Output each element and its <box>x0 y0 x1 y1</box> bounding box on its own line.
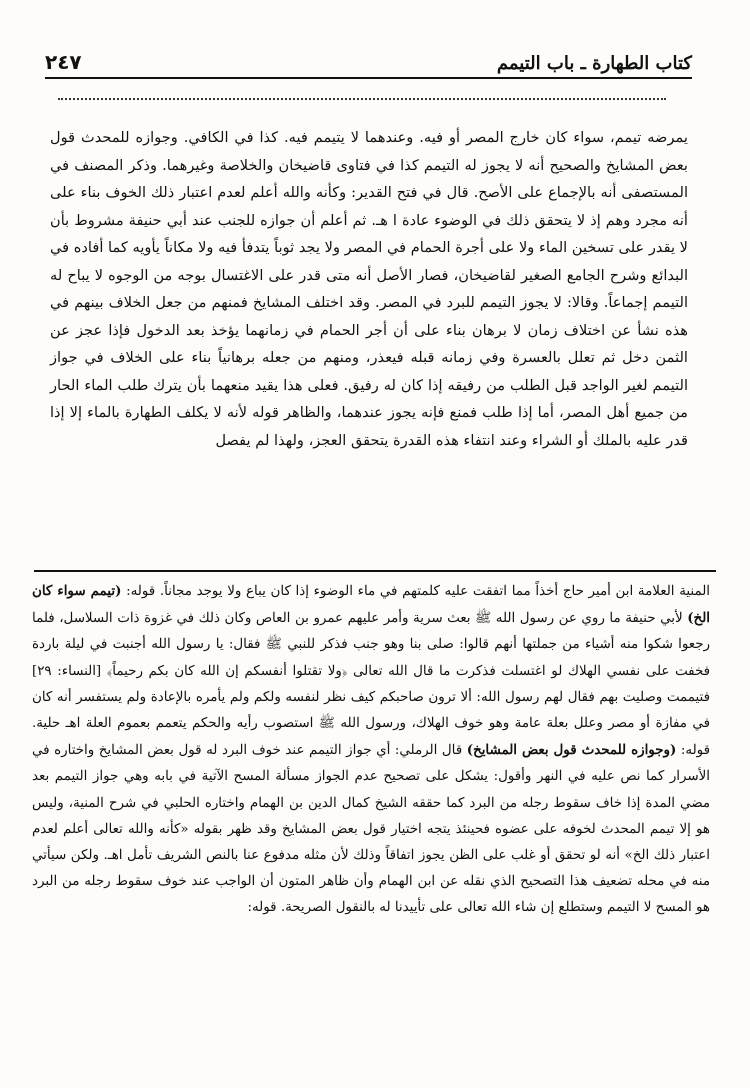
footnote-keyword-2: (وجوازه للمحدث قول بعض المشايخ) <box>466 742 677 759</box>
footnote-keyword-1: (تيمم سواء كان الخ) <box>32 583 710 627</box>
footnote-text-3: قال الرملي: أي جواز التيمم عند خوف البرد له قول بعض المشايخ واختاره في الأسرار كما نص عليه في النهر وأقول: يشكل على تصحيح عدم الجواز مسألة المسح الآتية في بابه وهي جواز التيمم بعد مضي المدة إذا خاف سقوط رجله من البرد كما حققه الشيخ كمال الدين بن الهمام واختاره الحلبي في شرح المنية، وليس هو إلا تيمم المحدث لخوفه على عضوه فحينئذ يتجه اختيار قول بعض المشايخ وقد ظهر بقوله «كأنه والله تعالى أعلم لعدم اعتبار ذلك الخ» أنه لو تحقق أو غلب على الظن يجوز اتفاقاً وذلك لأن مثله مدفوع عنا بالنص الشريف تأمل اهـ. ولكن سيأتي منه في محله تضعيف هذا التصحيح الذي نقله عن ابن الهمام وأن ظاهر المتون أن الواجب عند خوف سقوط رجله من البرد هو المسح لا التيمم وستطلع إن شاء الله تعالى على تأييدنا له بالنقول الصريحة. قوله: <box>32 743 710 916</box>
main-paragraph: يمرضه تيمم، سواء كان خارج المصر أو فيه. وعندهما لا يتيمم فيه. كذا في الكافي. وجوازه للمحدث قول بعض المشايخ والصحيح أنه لا يجوز له التيمم كذا في فتاوى قاضيخان والخلاصة وغيرهما. وذكر المصنف في المستصفى أنه بالإجماع على الأصح. قال في فتح القدير: وكأنه والله أعلم لعدم اعتبار ذلك الخوف بناء على أنه مجرد وهم إذ لا يتحقق ذلك في الوضوء عادة ا هـ. ثم أعلم أن جوازه للجنب عند أبي حنيفة مشروط بأن لا يقدر على تسخين الماء ولا على أجرة الحمام في المصر ولا يجد ثوباً يتدفأ فيه ولا مكاناً يأويه كما أفاده في البدائع وشرح الجامع الصغير لقاضيخان، فصار الأصل أنه متى قدر على الاغتسال بوجه من الوجوه لا يباح له التيمم إجماعاً. وقالا: لا يجوز التيمم للبرد في المصر. وقد اختلف المشايخ فمنهم من جعل الخلاف بينهم في هذه نشأ عن اختلاف زمان لا برهان بناء على أن أجر الحمام في زمانهما يؤخذ بعد الدخول فإذا عجز عن الثمن دخل ثم تعلل بالعسرة وفي زمانه قبله فيعذر، ومنهم من جعله برهانياً بناء على الخلاف في جواز التيمم لغير الواجد قبل الطلب من رفيقه إذا كان له رفيق. فعلى هذا يقيد منعهما بأن يترك طلب الماء الحار من جميع أهل المصر، أما إذا طلب فمنع فإنه يجوز عندهما، والظاهر قوله لأنه لا يكلف الطهارة بالماء إلا إذا قدر عليه بالملك أو الشراء وعند انتفاء هذه القدرة يتحقق العجز، ولهذا لم يفصل <box>50 129 688 449</box>
footnote-paragraph <box>32 578 710 922</box>
running-header <box>45 40 692 79</box>
footnotes <box>32 578 710 1078</box>
footnote-text-1: المنية العلامة ابن أمير حاج أخذاً مما اتفقت عليه كلمتهم في ماء الوضوء إذا كان يباع ولا يوجد مجاناً. قوله: <box>121 584 711 599</box>
dotted-separator <box>58 90 666 100</box>
footnote-text-2: لأبي حنيفة ما روي عن رسول الله ﷺ بعث سرية وأمر عليهم عمرو بن العاص وكان ذلك في غزوة ذات السلاسل، فلما رجعوا شكوا منه أشياء من جملتها أنهم قالوا: صلى بنا وهو جنب فذكر للنبي ﷺ فقال: يا رسول الله أجنبت في ليلة باردة فخفت على نفسي الهلاك لو اغتسلت فذكرت ما قال الله تعالى ﴿ولا تقتلوا أنفسكم إن الله كان بكم رحيماً﴾ [النساء: ٢٩] فتيممت وصليت بهم فقال لهم رسول الله: ألا ترون صاحبكم كيف نظر لنفسه ولكم ولم يأمره بالإعادة ولم يستفسر أنه كان في مفازة أو مصر وعلل بعلة عامة وهو خوف الهلاك، ورسول الله ﷺ استصوب رأيه والحكم يتعمم بعموم العلة اهـ حلية. قوله: <box>32 611 710 759</box>
main-text <box>50 124 688 564</box>
page-number: ٢٤٧ <box>45 50 82 74</box>
chapter-title: كتاب الطهارة ـ باب التيمم <box>496 53 692 74</box>
footnote-divider <box>34 570 716 572</box>
